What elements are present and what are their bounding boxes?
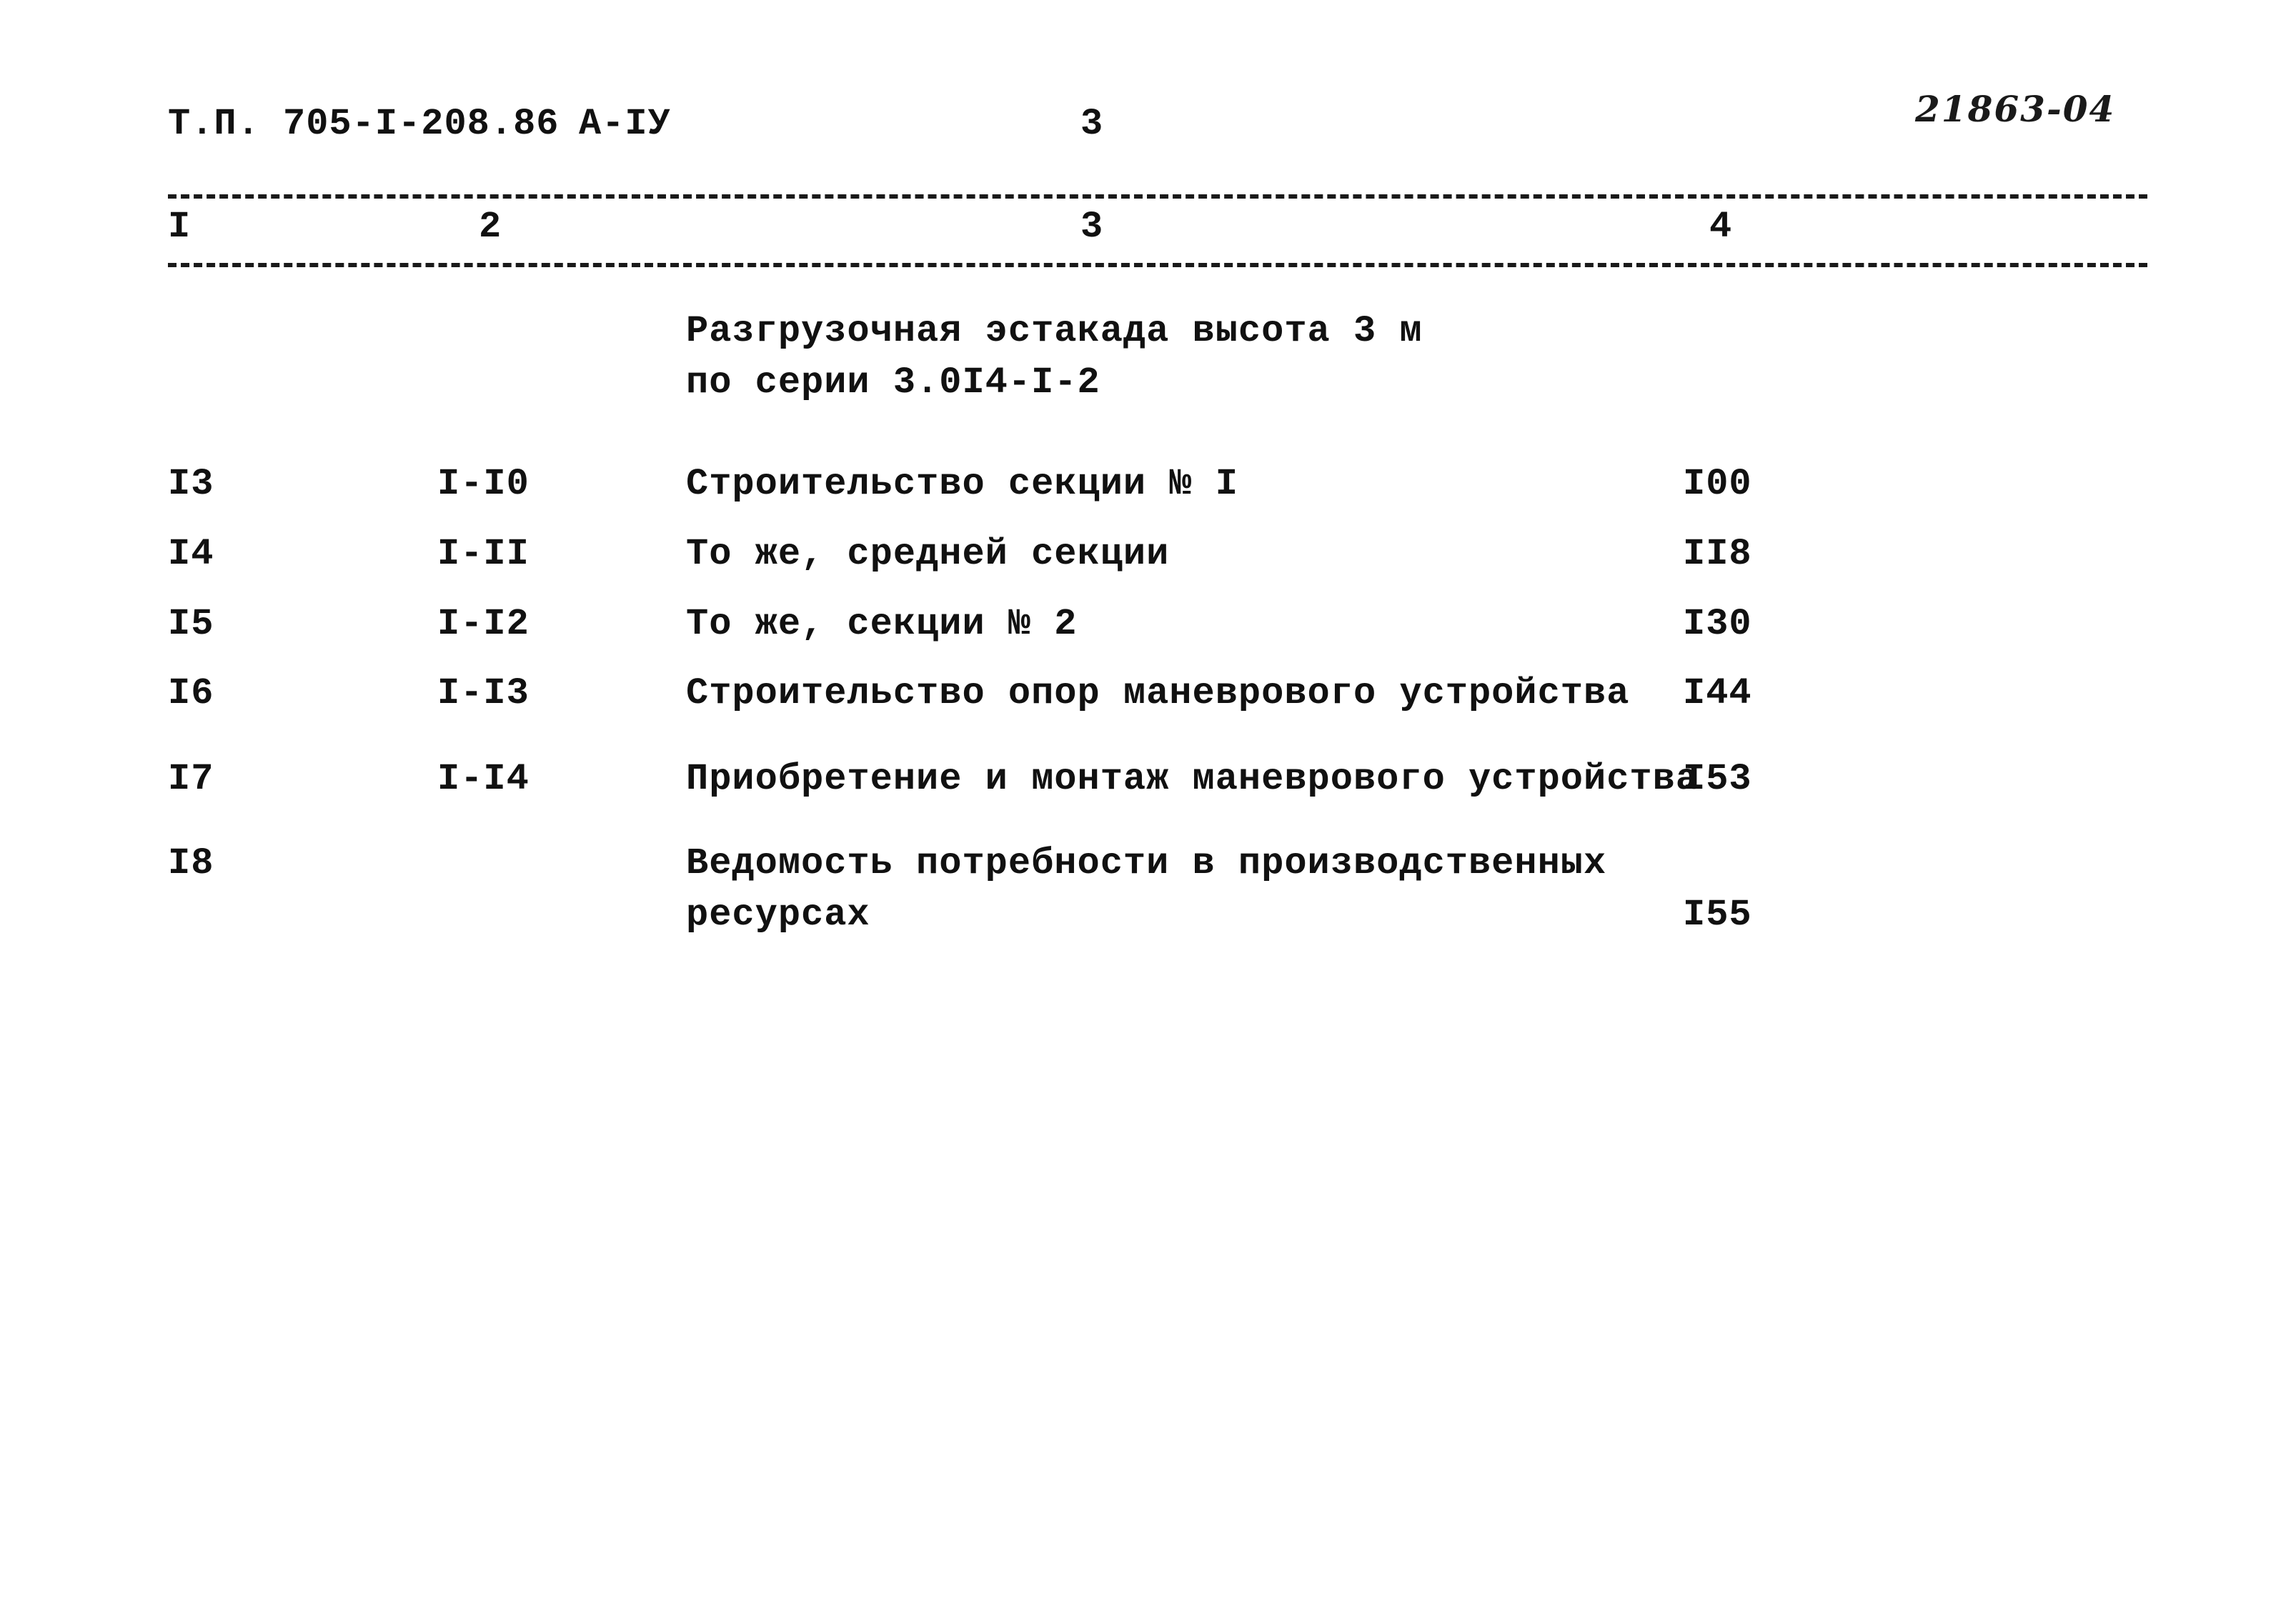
row-description: То же, секции № 2 xyxy=(686,603,1078,645)
row-number: I4 xyxy=(168,533,214,575)
row-page: I55 xyxy=(1683,894,1752,936)
row-page: I44 xyxy=(1683,672,1752,714)
row-description-line-2: ресурсах xyxy=(686,894,870,936)
row-number: I8 xyxy=(168,842,214,884)
row-sheet-code: I-I4 xyxy=(437,758,530,800)
row-page: II8 xyxy=(1683,533,1752,575)
album-code: А-IУ xyxy=(579,103,671,145)
row-number: I3 xyxy=(168,463,214,505)
row-description: Приобретение и монтаж маневрового устройства xyxy=(686,758,1699,800)
row-sheet-code: I-I0 xyxy=(437,463,530,505)
column-header-4: 4 xyxy=(1709,206,1733,248)
row-number: I5 xyxy=(168,603,214,645)
document-code: Т.П. 705-I-208.86 xyxy=(168,103,560,145)
page-number: 3 xyxy=(1080,103,1104,145)
row-number: I6 xyxy=(168,672,214,714)
row-sheet-code: I-I2 xyxy=(437,603,530,645)
row-description-line-1: Ведомость потребности в производственных xyxy=(686,842,1607,884)
section-title-line-1: Разгрузочная эстакада высота 3 м xyxy=(686,310,1423,352)
top-dashed-rule xyxy=(168,194,2147,199)
row-number: I7 xyxy=(168,758,214,800)
row-description: Строительство опор маневрового устройства xyxy=(686,672,1630,714)
row-sheet-code: I-I3 xyxy=(437,672,530,714)
row-description: То же, средней секции xyxy=(686,533,1170,575)
section-title-line-2: по серии 3.0I4-I-2 xyxy=(686,361,1100,404)
column-header-1: I xyxy=(168,206,192,248)
header-bottom-dashed-rule xyxy=(168,263,2147,267)
row-page: I30 xyxy=(1683,603,1752,645)
row-sheet-code: I-II xyxy=(437,533,530,575)
column-header-2: 2 xyxy=(479,206,502,248)
handwritten-inventory-number: 21863-04 xyxy=(1915,88,2116,130)
row-page: I00 xyxy=(1683,463,1752,505)
row-description: Строительство секции № I xyxy=(686,463,1238,505)
column-header-3: 3 xyxy=(1080,206,1104,248)
row-page: I53 xyxy=(1683,758,1752,800)
